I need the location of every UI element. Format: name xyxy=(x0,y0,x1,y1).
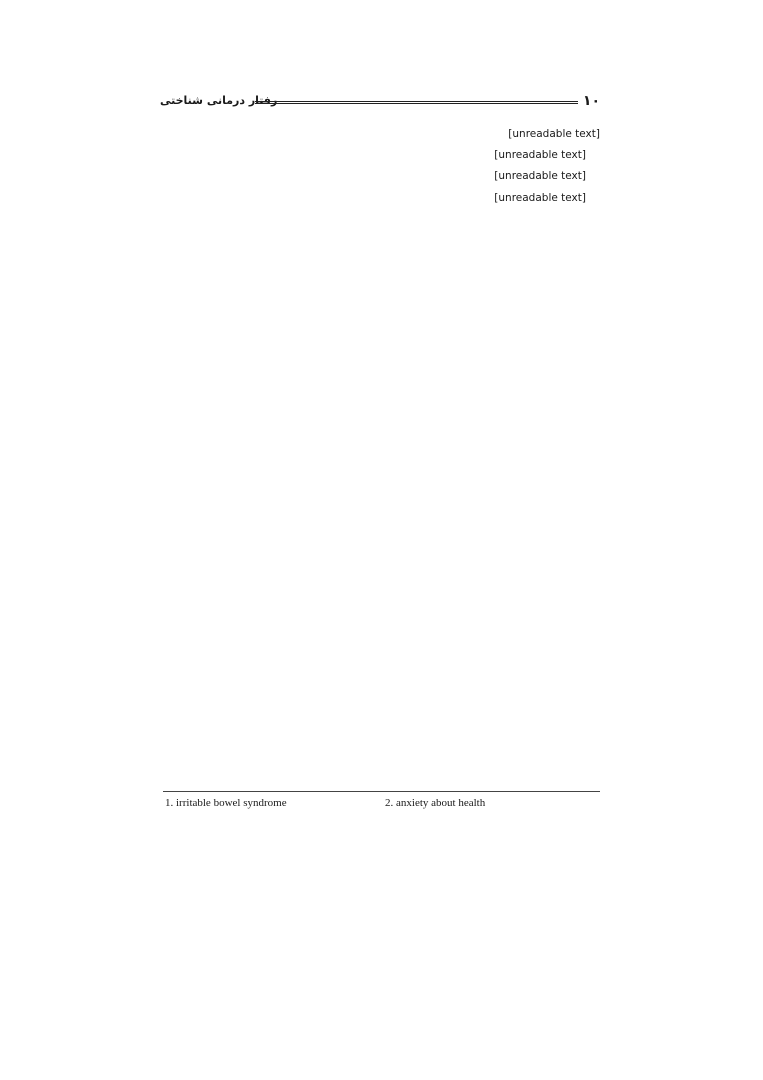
footnotes xyxy=(163,796,600,812)
header-rule xyxy=(255,101,578,104)
body-text xyxy=(163,124,600,209)
page-header xyxy=(160,92,600,112)
footnote-2: 2. anxiety about health xyxy=(385,797,486,809)
paragraph: [unreadable text] xyxy=(508,128,600,140)
paragraph: [unreadable text] xyxy=(494,149,586,162)
footnote-rule xyxy=(163,791,600,792)
page-number: ۱۰ xyxy=(582,93,600,109)
footnote-1: 1. irritable bowel syndrome xyxy=(165,797,287,809)
running-title: رفتار درمانی شناختی xyxy=(160,94,278,107)
paragraph: [unreadable text] xyxy=(494,191,586,204)
paragraph: [unreadable text] xyxy=(494,170,586,183)
